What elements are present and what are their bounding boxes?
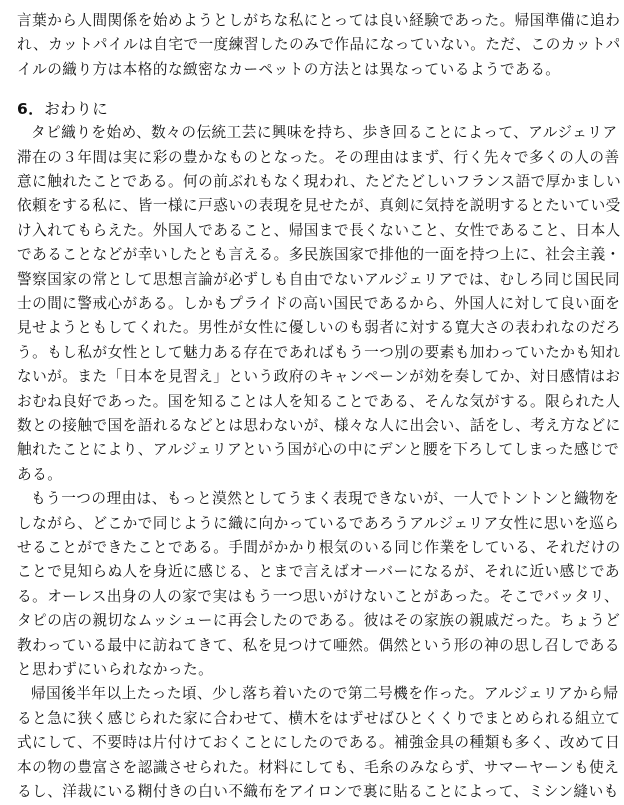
paragraph1-line: 滞在の３年間は実に彩の豊かなものとなった。その理由はまず、行く先々で多くの人の善 — [17, 148, 620, 166]
paragraph1-line: 触れたことにより、アルジェリアという国が心の中にデンと腰を下ろしてしまった感じで — [17, 441, 620, 459]
intro-line: 言葉から人間関係を始めようとしがちな私にとっては良い経験であった。帰国準備に追わ — [17, 12, 621, 29]
paragraph2-line: 教わっている最中に訪ねてきて、私を見つけて唖然。偶然という形の神の思し召しである — [17, 636, 620, 654]
paragraph3-line: ると急に狭く感じられた家に合わせて、横木をはずせばひとくくりでまとめられる組立て — [17, 709, 621, 727]
paragraph1-line: ある。 — [17, 465, 63, 483]
intro-line: れ、カットパイルは自宅で一度練習したのみで作品になっていない。ただ、このカットパ — [17, 36, 621, 54]
paragraph3-line: 式にして、不要時は片付けておくことにしたのである。補強金具の種類も多く、改めて日 — [17, 734, 621, 752]
paragraph1-line: であることなどが幸いしたとも言える。多民族国家で排他的一面を持つ上に、社会主義・ — [17, 246, 621, 264]
paragraph2-line: ことで見知らぬ人を身近に感じる、とまで言えばオーバーになるが、それに近い感じであ — [17, 563, 621, 581]
paragraph1-line: 依頼をする私に、皆一様に戸惑いの表現を見せたが、真剣に気持を説明するとたいてい受 — [17, 197, 621, 215]
paragraph2-line: と思わずにいられなかった。 — [17, 661, 214, 679]
section-title: おわりに — [44, 99, 109, 118]
section-heading — [17, 96, 108, 122]
paragraph2-line: もう一つの理由は、もっと漠然としてうまく表現できないが、一人でトントンと織物を — [31, 490, 620, 508]
paragraph1-line: 数との接触で国を語れるなどとは思わないが、様々な人に出会い、話をし、考え方などに — [17, 417, 621, 435]
paragraph1-line: おむね良好であった。国を知ることは人を知ることである、そんな気がする。限られた人 — [17, 392, 621, 410]
paragraph1-line: け入れてもらえた。外国人であること、帰国まで長くないこと、女性であること、日本人 — [17, 221, 621, 239]
paragraph3-line: るし、洋裁にいる糊付きの白い不織布をアイロンで裏に貼ることによって、ミシン縫いも — [17, 783, 619, 801]
paragraph1-line: 意に触れたことである。何の前ぶれもなく現われ、たどたどしいフランス語で厚かましい — [17, 173, 622, 191]
paragraph1-line: う。もし私が女性として魅力ある存在であればもう一つ別の要素も加わっていたかも知れ — [17, 343, 621, 361]
paragraph2-line: しながら、どこかで同じように織に向かっているであろうアルジェリア女性に思いを巡ら — [17, 514, 620, 532]
paragraph1-line: タピ織りを始め、数々の伝統工芸に興味を持ち、歩き回ることによって、アルジェリア — [31, 124, 618, 142]
section-number: 6． — [17, 99, 45, 118]
paragraph3-line: 帰国後半年以上たった頃、少し落ち着いたので第二号機を作った。アルジェリアから帰 — [31, 685, 619, 703]
paragraph1-line: 見せようともしてくれた。男性が女性に優しいのも弱者に対する寛大さの表われなのだろ — [17, 319, 621, 337]
intro-line: イルの織り方は本格的な緻密なカーペットの方法とは異なっているようである。 — [17, 60, 561, 78]
paragraph2-line: る。オーレス出身の人の家で実はもう一つ思いがけないことがあった。そこでバッタリ、 — [17, 587, 620, 605]
paragraph3-line: 本の物の豊富さを認識させられた。材料にしても、毛糸のみならず、サマーヤーンも使え — [17, 758, 620, 776]
paragraph2-line: タピの店の親切なムッシューに再会したのである。彼はその家族の親戚だった。ちょうど — [17, 612, 621, 630]
paragraph1-line: 警察国家の常として思想言論が必ずしも自由でないアルジェリアでは、むしろ同じ国民同 — [17, 270, 620, 288]
paragraph2-line: せることができたことである。手間がかかり根気のいる同じ作業をしている、それだけの — [17, 539, 621, 557]
paragraph1-line: 士の間に警戒心がある。しかもプライドの高い国民であるから、外国人に対して良い面を — [17, 295, 621, 313]
paragraph1-line: ないが。また「日本を見習え」という政府のキャンペーンが効を奏してか、対日感情はお — [17, 368, 621, 386]
